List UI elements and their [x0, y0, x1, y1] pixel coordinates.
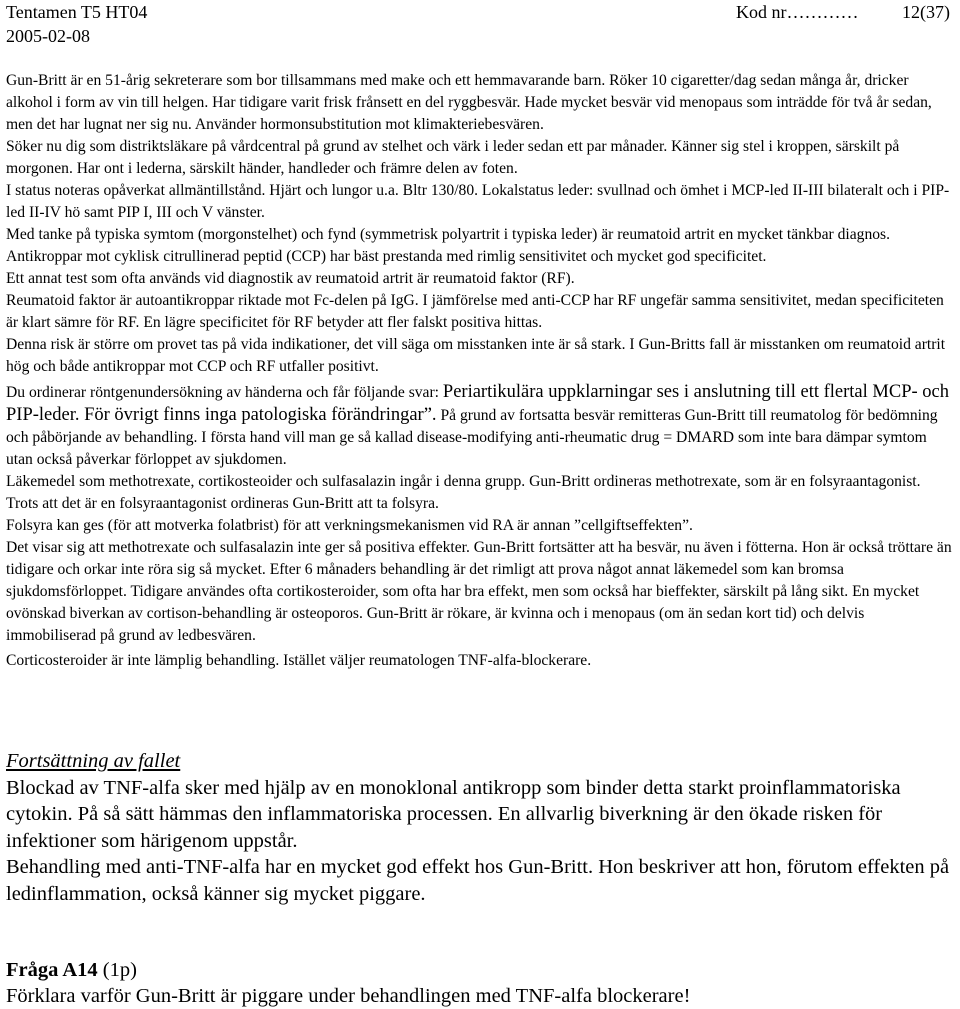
question-section — [6, 957, 952, 1009]
xray-lead: Du ordinerar röntgenundersökning av händerna och får följande svar: — [6, 384, 443, 401]
paragraph: Folsyra kan ges (för att motverka folatbrist) för att verkningsmekanismen vid RA är annan ”cellgiftseffekten”. — [6, 517, 693, 534]
paragraph: Denna risk är större om provet tas på vida indikationer, det vill säga om misstanken inte är så stark. I Gun-Britts fall är misstanken om reumatoid artrit hög och både antikroppar mot CCP och RF utfaller positivt. — [6, 336, 946, 375]
question-text: Förklara varför Gun-Britt är piggare under behandlingen med TNF-alfa blockerare! — [6, 985, 691, 1007]
paragraph: Antikroppar mot cyklisk citrullinerad peptid (CCP) har bäst prestanda med rimlig sensitivitet och mycket god specificitet. — [6, 248, 767, 265]
case-text — [6, 70, 952, 672]
question-label: Fråga A14 — [6, 959, 98, 981]
paragraph: Med tanke på typiska symtom (morgonstelhet) och fynd (symmetrisk polyartrit i typiska leder) är reumatoid artrit en mycket tänkbar diagnos. — [6, 226, 891, 243]
paragraph: Reumatoid faktor är autoantikroppar riktade mot Fc-delen på IgG. I jämförelse med anti-CCP har RF ungefär samma sensitivitet, medan specificiteten är klart sämre för RF. En lägre specificitet för RF betyder att fler falskt positiva hittas. — [6, 292, 944, 331]
question-points: (1p) — [97, 959, 137, 981]
page-number: 12(37) — [902, 2, 950, 22]
paragraph: Det visar sig att methotrexate och sulfasalazin inte ger så positiva effekter. Gun-Britt fortsätter att ha besvär, nu även i fötterna. Hon är också tröttare än tidigare och orkar inte röra sig så mycket. Efter 6 månaders behandling är det rimligt att prova något annat läkemedel som kan bromsa sjukdomsförloppet. Tidigare användes ofta cortikosteroider, som ofta har bra effekt, men som också har bieffekter, särskilt på lång sikt. En mycket ovönskad biverkan av cortison-behandling är osteoporos. Gun-Britt är rökare, är kvinna och i menopaus (om än sedan kort tid) och delvis immobiliserad på grund av ledbesvären. — [6, 539, 952, 644]
page-header — [6, 0, 950, 48]
paragraph: Läkemedel som methotrexate, cortikosteoider och sulfasalazin ingår i denna grupp. Gun-Britt ordineras methotrexate, som är en folsyraantagonist. Trots att det är en folsyraantagonist ordineras Gun-Britt att ta folsyra. — [6, 473, 921, 512]
continuation-section — [6, 748, 952, 907]
exam-date: 2005-02-08 — [6, 26, 90, 46]
code-field: Kod nr………… — [736, 2, 859, 22]
paragraph: I status noteras opåverkat allmäntillstånd. Hjärt och lungor u.a. Bltr 130/80. Lokalstatus leder: svullnad och ömhet i MCP-led II-III bilateralt och i PIP-led II-IV hö samt PIP I, III och V vänster. — [6, 182, 950, 221]
xray-paragraph — [6, 381, 952, 471]
exam-title: Tentamen T5 HT04 — [6, 2, 148, 22]
continuation-paragraph: Behandling med anti-TNF-alfa har en mycket god effekt hos Gun-Britt. Hon beskriver att hon, förutom effekten på ledinflammation, också känner sig mycket piggare. — [6, 856, 950, 905]
xray-result: Periartikulära uppklarningar ses i anslutning till ett flertal MCP- och PIP-leder. För övrigt finns inga patologiska förändringar”. — [6, 382, 949, 425]
xray-rest: På grund av fortsatta besvär remitteras Gun-Britt till reumatolog för bedömning och påbörjande av behandling. I första hand vill man ge så kallad disease-modifying anti-rheumatic drug = DMARD som inte bara dämpar symtom utan också påverkar förloppet av sjukdomen. — [6, 407, 938, 468]
continuation-paragraph: Blockad av TNF-alfa sker med hjälp av en monoklonal antikropp som binder detta starkt proinflammatoriska cytokin. På så sätt hämmas den inflammatoriska processen. En allvarlig biverkning är den ökade risken för infektioner som härigenom uppstår. — [6, 776, 901, 852]
paragraph: Söker nu dig som distriktsläkare på vårdcentral på grund av stelhet och värk i leder sedan ett par månader. Känner sig stel i kroppen, särskilt på morgonen. Har ont i lederna, särskilt händer, handleder och främre delen av foten. — [6, 138, 900, 177]
paragraph: Corticosteroider är inte lämplig behandling. Istället väljer reumatologen TNF-alfa-blockerare. — [6, 652, 592, 669]
paragraph: Gun-Britt är en 51-årig sekreterare som bor tillsammans med make och ett hemmavarande barn. Röker 10 cigaretter/dag sedan många år, dricker alkohol i form av vin till helgen. Har tidigare varit frisk frånsett en del ryggbesvär. Hade mycket besvär vid menopaus som inträdde för två år sedan, men det har lugnat ner sig nu. Använder hormonsubstitution mot klimakteriebesvären. — [6, 72, 932, 133]
paragraph: Ett annat test som ofta används vid diagnostik av reumatoid artrit är reumatoid faktor (RF). — [6, 270, 575, 287]
continuation-title: Fortsättning av fallet — [6, 750, 181, 772]
